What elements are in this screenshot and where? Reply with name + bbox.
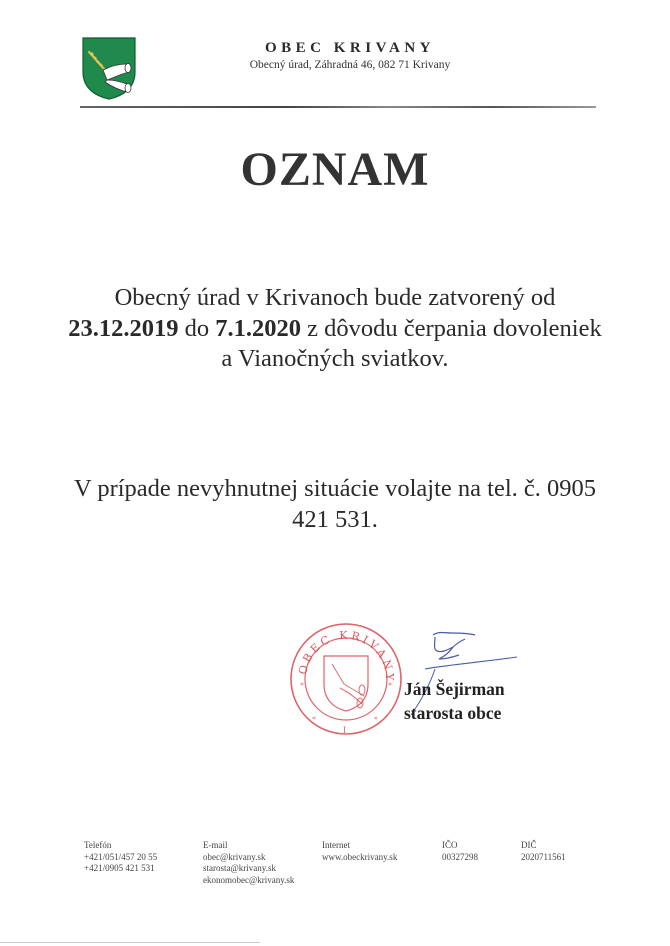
svg-text:*: * bbox=[388, 681, 392, 690]
notice-part-1: Obecný úrad v Krivanoch bude zatvorený od bbox=[114, 284, 556, 311]
closure-start-date: 23.12.2019 bbox=[68, 314, 179, 342]
organization-name: OBEC KRIVANY bbox=[265, 40, 435, 56]
emergency-contact-note: V prípade nevyhnutnej situácie volajte na tel. č. 0905 421 531. bbox=[73, 475, 597, 533]
footer-dic bbox=[521, 840, 566, 863]
footer-internet bbox=[322, 840, 397, 863]
header-divider bbox=[80, 106, 596, 108]
footer-email-1: obec@krivany.sk bbox=[203, 851, 266, 862]
organization-address: Obecný úrad, Záhradná 46, 082 71 Krivany bbox=[249, 59, 451, 71]
footer-email bbox=[203, 840, 294, 886]
footer-ico-value: 00327298 bbox=[442, 851, 478, 862]
municipal-coat-of-arms-icon bbox=[81, 36, 137, 100]
document-title: OZNAM bbox=[240, 143, 430, 196]
footer-website: www.obeckrivany.sk bbox=[322, 851, 398, 862]
official-stamp-icon bbox=[288, 616, 404, 742]
footer-email-2: starosta@krivany.sk bbox=[203, 863, 276, 873]
svg-text:OBEC KRIVANY: OBEC KRIVANY bbox=[296, 628, 397, 684]
footer-phone-2: +421/0905 421 531 bbox=[84, 863, 155, 873]
signatory-name: Ján Šejirman bbox=[404, 679, 505, 699]
notice-part-3: z dôvodu čerpania dovoleniek a Vianočných sviatkov. bbox=[221, 314, 602, 372]
footer-phone-label: Telefón bbox=[84, 840, 112, 850]
footer-email-3: ekonomobec@krivany.sk bbox=[203, 874, 295, 885]
svg-text:*: * bbox=[300, 681, 304, 690]
footer-dic-value: 2020711561 bbox=[521, 851, 566, 862]
svg-text:*: * bbox=[374, 715, 378, 724]
signatory bbox=[404, 677, 505, 725]
svg-text:*: * bbox=[312, 715, 316, 724]
footer-phone-1: +421/051/457 20 55 bbox=[84, 851, 158, 862]
footer-internet-label: Internet bbox=[322, 840, 350, 850]
notice-part-2: do bbox=[178, 314, 216, 342]
signatory-role: starosta obce bbox=[404, 703, 502, 723]
scan-edge-line bbox=[0, 942, 260, 943]
notice-text bbox=[60, 283, 610, 375]
footer-ico-label: IČO bbox=[442, 840, 458, 850]
svg-text:I: I bbox=[343, 725, 346, 735]
footer-ico bbox=[442, 840, 478, 863]
footer-email-label: E-mail bbox=[203, 840, 228, 850]
footer-phone bbox=[84, 840, 157, 875]
footer-dic-label: DIČ bbox=[521, 840, 537, 850]
closure-end-date: 7.1.2020 bbox=[215, 314, 302, 342]
